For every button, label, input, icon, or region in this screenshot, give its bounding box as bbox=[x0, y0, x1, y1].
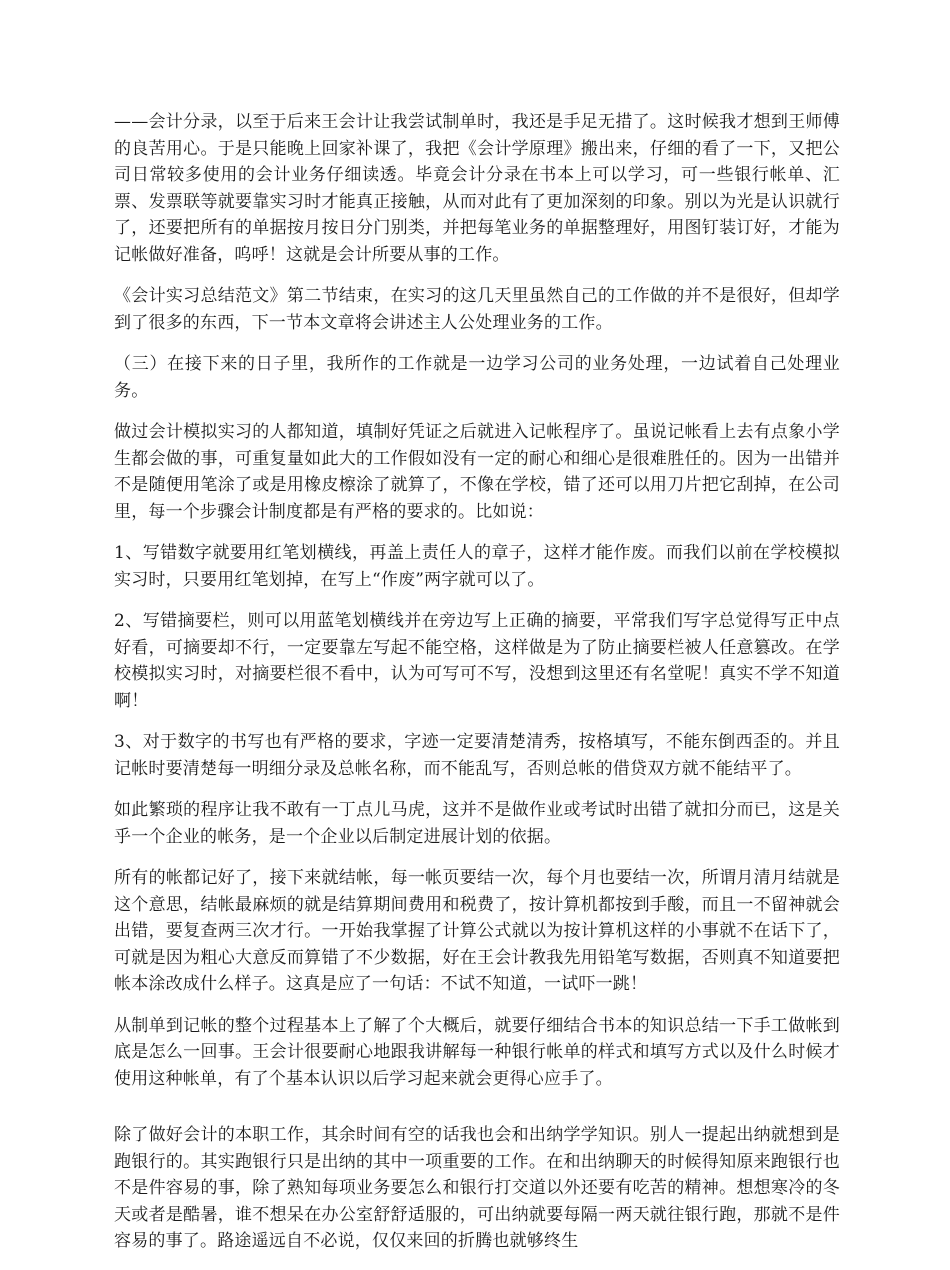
document-page bbox=[114, 109, 840, 1270]
paragraph-section-two-end: 《会计实习总结范文》第二节结束，在实习的这几天里虽然自己的工作做的并不是很好，但却学到了很多的东西，下一节本文章将会讲述主人公处理业务的工作。 bbox=[114, 286, 840, 333]
paragraph-bookkeeping-procedure: 做过会计模拟实习的人都知道，填制好凭证之后就进入记帐程序了。虽说记帐看上去有点象小学生都会做的事，可重复量如此大的工作假如没有一定的耐心和细心是很难胜任的。因为一出错并不是随便用笔涂了或是用橡皮檫涂了就算了，不像在学校，错了还可以用刀片把它刮掉，在公司里，每一个步骤会计制度都是有严格的要求的。比如说： bbox=[114, 422, 840, 522]
paragraph-rule-2: 2、写错摘要栏，则可以用蓝笔划横线并在旁边写上正确的摘要，平常我们写字总觉得写正中点好看，可摘要却不行，一定要靠左写起不能空格，这样做是为了防止摘要栏被人任意篡改。在学校模拟实习时，对摘要栏很不看中，认为可写可不写，没想到这里还有名堂呢！真实不学不知道啊！ bbox=[114, 611, 840, 711]
paragraph-careful-procedure: 如此繁琐的程序让我不敢有一丁点儿马虎，这并不是做作业或考试时出错了就扣分而已，这是关乎一个企业的帐务，是一个企业以后制定进展计划的依据。 bbox=[114, 800, 840, 847]
paragraph-section-three-intro: （三）在接下来的日子里，我所作的工作就是一边学习公司的业务处理，一边试着自己处理业务。 bbox=[114, 354, 840, 401]
paragraph-closing-accounts: 所有的帐都记好了，接下来就结帐，每一帐页要结一次，每个月也要结一次，所谓月清月结就是这个意思，结帐最麻烦的就是结算期间费用和税费了，按计算机都按到手酸，而且一不留神就会出错，要复查两三次才行。一开始我掌握了计算公式就以为按计算机这样的小事就不在话下了，可就是因为粗心大意反而算错了不少数据，好在王会计教我先用铅笔写数据，否则真不知道要把帐本涂改成什么样子。这真是应了一句话：不试不知道，一试吓一跳！ bbox=[114, 868, 840, 994]
paragraph-summary-manual-accounts: 从制单到记帐的整个过程基本上了解了个大概后，就要仔细结合书本的知识总结一下手工做帐到底是怎么一回事。王会计很要耐心地跟我讲解每一种银行帐单的样式和填写方式以及什么时候才使用这种帐单，有了个基本认识以后学习起来就会更得心应手了。 bbox=[114, 1015, 840, 1089]
paragraph-cashier-work: 除了做好会计的本职工作，其余时间有空的话我也会和出纳学学知识。别人一提起出纳就想到是跑银行的。其实跑银行只是出纳的其中一项重要的工作。在和出纳聊天的时候得知原来跑银行也不是件容易的事，除了熟知每项业务要怎么和银行打交道以外还要有吃苦的精神。想想寒冷的冬天或者是酷暑，谁不想呆在办公室舒舒适服的，可出纳就要每隔一两天就往银行跑，那就不是件容易的事了。路途遥远自不必说，仅仅来回的折腾也就够终生 bbox=[114, 1125, 840, 1251]
paragraph-rule-3: 3、对于数字的书写也有严格的要求，字迹一定要清楚清秀，按格填写，不能东倒西歪的。并且记帐时要清楚每一明细分录及总帐名称，而不能乱写，否则总帐的借贷双方就不能结平了。 bbox=[114, 732, 840, 779]
paragraph-accounting-entries: ——会计分录，以至于后来王会计让我尝试制单时，我还是手足无措了。这时候我才想到王师傅的良苦用心。于是只能晚上回家补课了，我把《会计学原理》搬出来，仔细的看了一下，又把公司日常较多使用的会计业务仔细读透。毕竟会计分录在书本上可以学习，可一些银行帐单、汇票、发票联等就要靠实习时才能真正接触，从而对此有了更加深刻的印象。别以为光是认识就行了，还要把所有的单据按月按日分门别类，并把每笔业务的单据整理好，用图钉装订好，才能为记帐做好准备，呜呼！这就是会计所要从事的工作。 bbox=[114, 112, 840, 265]
paragraph-rule-1: 1、写错数字就要用红笔划横线，再盖上责任人的章子，这样才能作废。而我们以前在学校模拟实习时，只要用红笔划掉，在写上“作废”两字就可以了。 bbox=[114, 543, 840, 590]
